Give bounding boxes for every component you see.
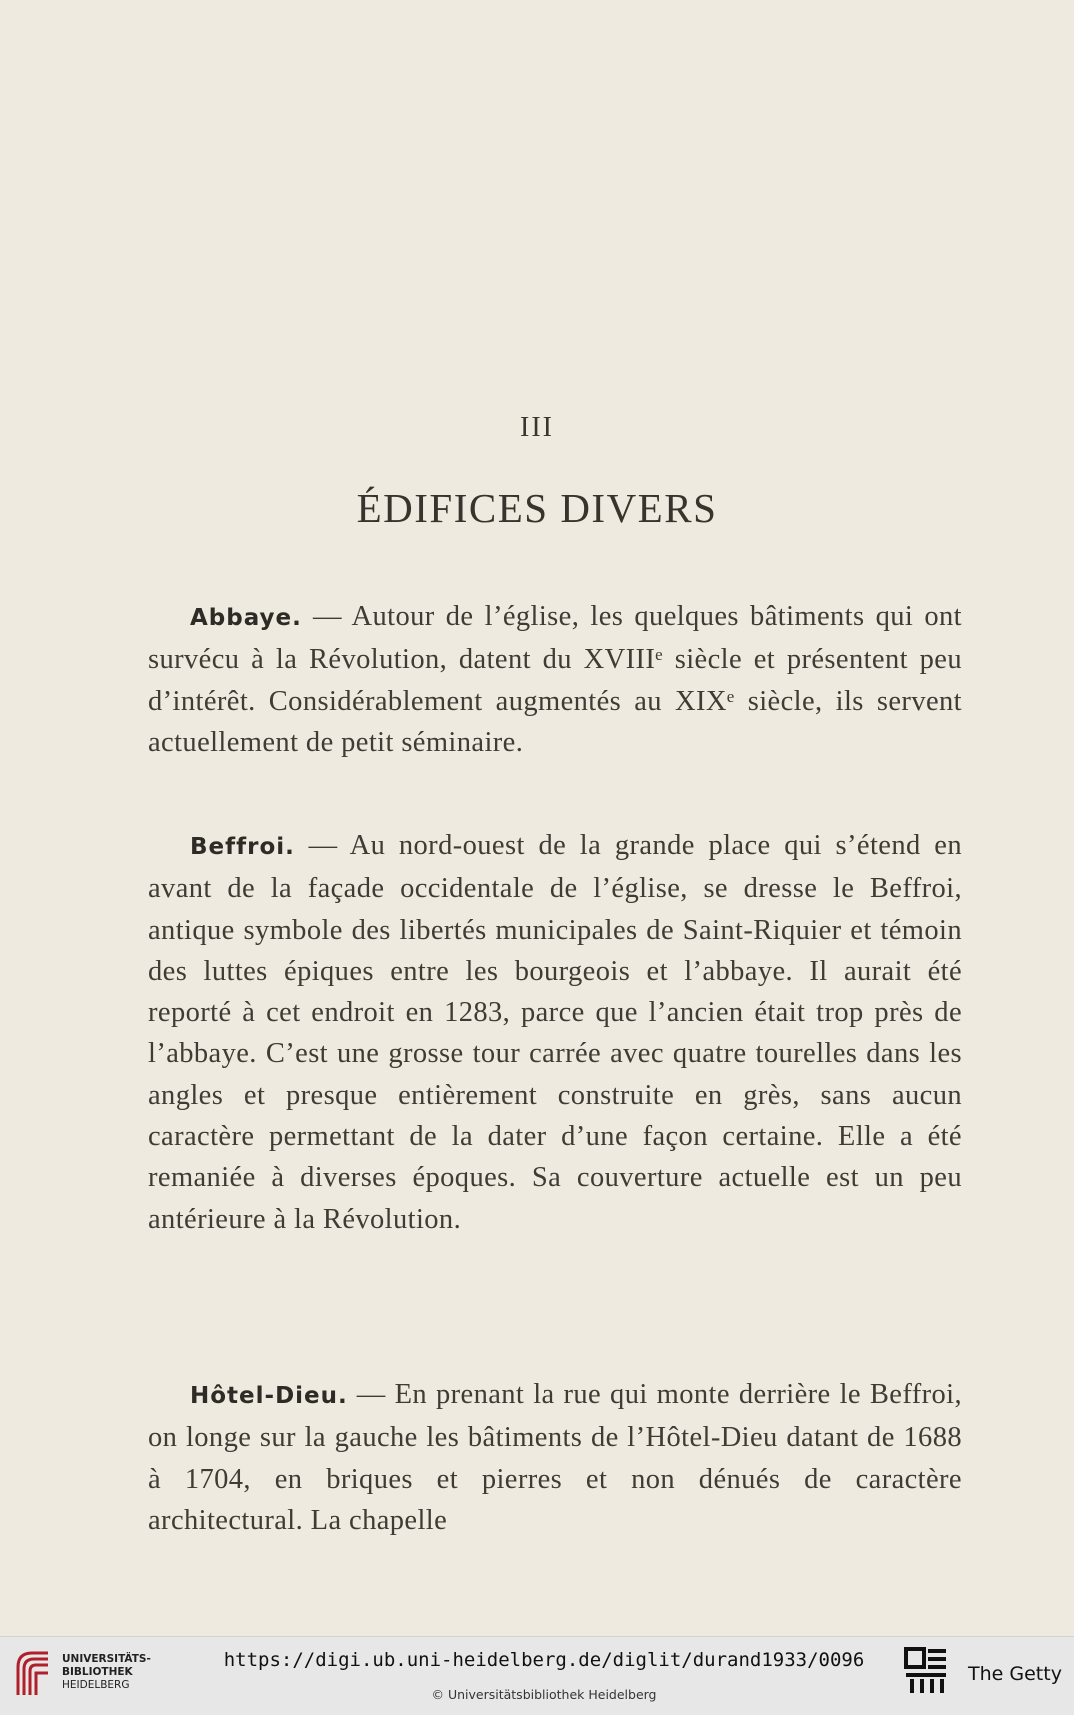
library-name: UNIVERSITÄTS- BIBLIOTHEK HEIDELBERG — [62, 1653, 151, 1691]
paragraph-heading: Abbaye. — [190, 605, 302, 631]
copyright-notice: © Universitätsbibliothek Heidelberg — [431, 1687, 657, 1702]
paragraph-text: — Autour de l’église, les quelques bâtiments qui ont survécu à la Révolution, datent du XVIIIᵉ siècle et présentent peu d’intérêt. Considérablement augmentés au XIXᵉ siècle, ils servent actuellement de petit séminaire. — [148, 601, 962, 758]
paragraph-heading: Beffroi. — [190, 834, 295, 860]
footer-bar — [0, 1636, 1074, 1715]
paragraph-hotel-dieu — [148, 1374, 962, 1541]
chapter-title: ÉDIFICES DIVERS — [356, 485, 718, 531]
getty-logo-icon[interactable] — [904, 1647, 950, 1697]
paragraph-text: — En prenant la rue qui monte derrière le Beffroi, on longe sur la gauche les bâtiments de l’Hôtel-Dieu datant de 1688 à 1704, en briques et pierres et non dénués de caractère architectural. La chapelle — [148, 1379, 962, 1536]
chapter-number: III — [520, 412, 554, 443]
paragraph-abbaye — [148, 596, 962, 763]
paragraph-heading: Hôtel-Dieu. — [190, 1383, 348, 1409]
permalink-url[interactable]: https://digi.ub.uni-heidelberg.de/diglit/durand1933/0096 — [223, 1649, 865, 1671]
paragraph-beffroi — [148, 825, 962, 1240]
paragraph-text: — Au nord-ouest de la grande place qui s’étend en avant de la façade occidentale de l’église, se dresse le Beffroi, antique symbole des libertés municipales de Saint-Riquier et témoin des luttes épiques entre les bourgeois et l’abbaye. Il aurait été reporté à cet endroit en 1283, parce que l’ancien était trop près de l’abbaye. C’est une grosse tour carrée avec quatre tourelles dans les angles et presque entièrement construite en grès, sans aucun caractère permettant de la dater d’une façon certaine. Elle a été remaniée à diverses époques. Sa couverture actuelle est un peu antérieure à la Révolution. — [148, 830, 962, 1235]
partner-name: The Getty — [968, 1663, 1062, 1685]
